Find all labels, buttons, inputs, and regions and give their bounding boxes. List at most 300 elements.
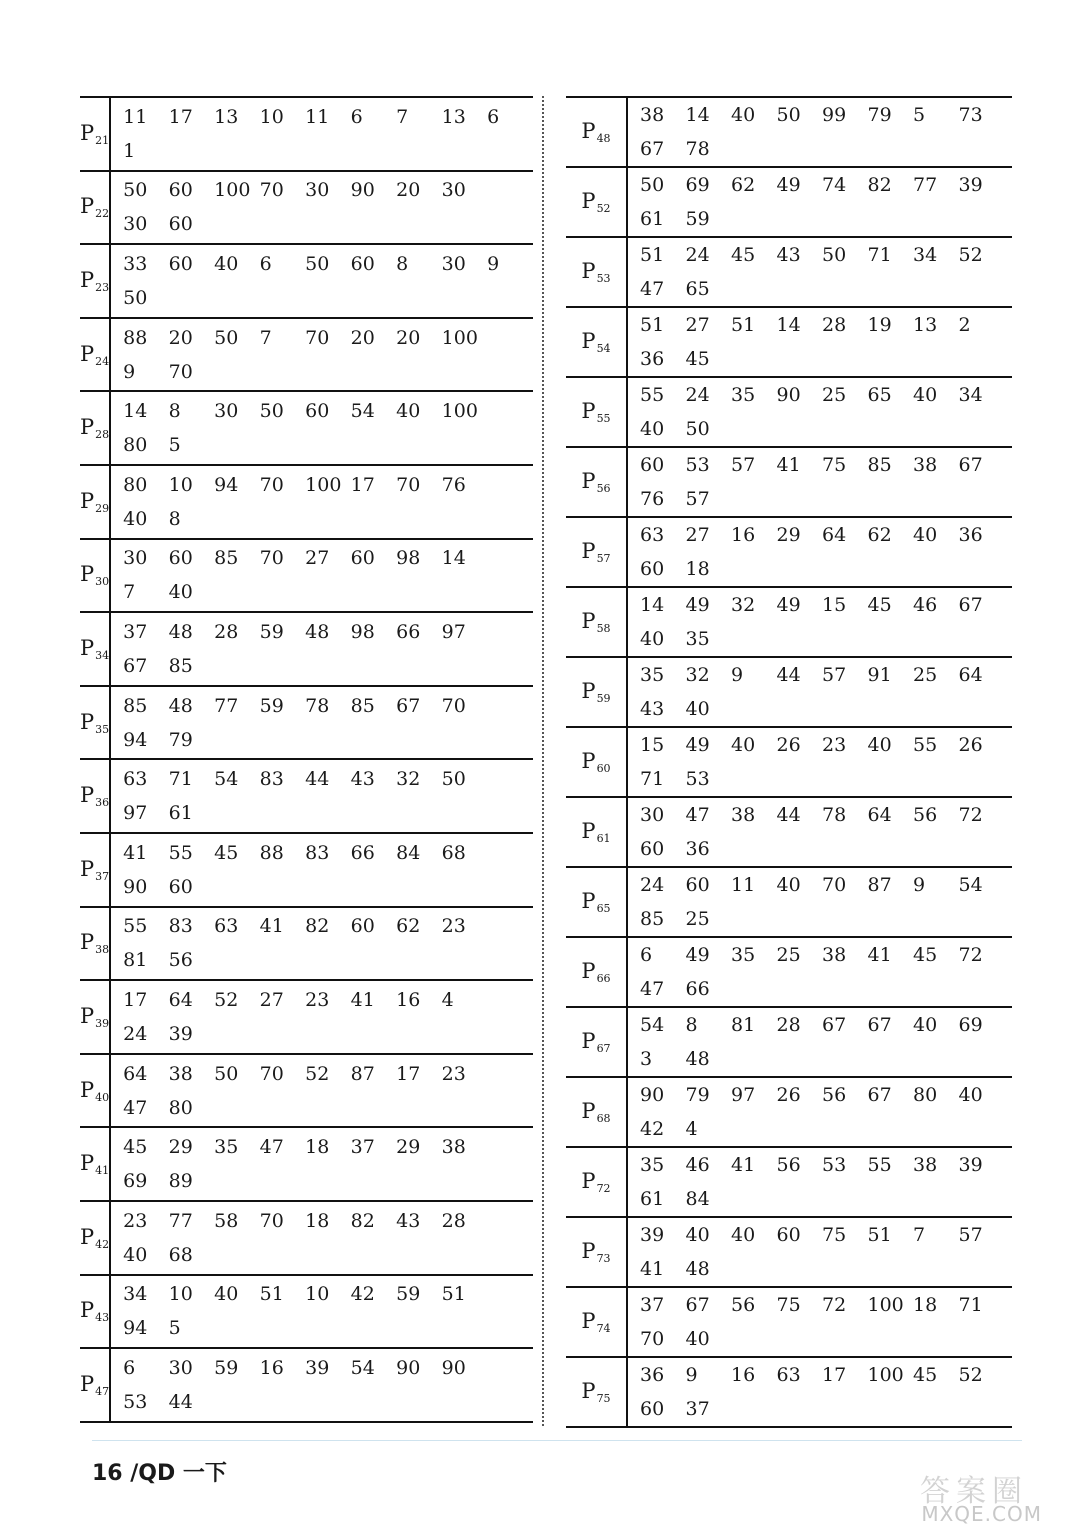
page-number xyxy=(566,727,627,797)
page-subscript: 22 xyxy=(95,207,110,221)
answer-value: 52 xyxy=(214,988,239,1011)
column-divider xyxy=(542,96,544,1426)
answer-value: 3 xyxy=(640,1048,653,1070)
answer-line xyxy=(640,938,1012,972)
answer-value: 57 xyxy=(822,664,847,686)
answer-row xyxy=(566,1287,1012,1357)
answer-value: 63 xyxy=(776,1364,801,1386)
answer-value: 14 xyxy=(685,104,710,126)
answer-row xyxy=(566,1217,1012,1287)
page-prefix: P xyxy=(80,488,95,513)
page-prefix: P xyxy=(80,1003,95,1028)
page-subscript: 72 xyxy=(596,1182,611,1195)
answer-value: 53 xyxy=(123,1390,148,1413)
answer-value: 28 xyxy=(441,1209,466,1232)
page-subscript: 68 xyxy=(596,1112,611,1125)
answer-value: 80 xyxy=(913,1084,938,1106)
page-prefix: P xyxy=(581,399,596,423)
answer-value: 25 xyxy=(913,664,938,686)
answer-value: 56 xyxy=(776,1154,801,1176)
answer-value: 50 xyxy=(305,252,330,275)
answer-value: 79 xyxy=(168,728,193,751)
answer-value: 30 xyxy=(640,804,665,826)
answer-line xyxy=(123,575,533,609)
answer-value: 50 xyxy=(259,400,284,423)
answer-row xyxy=(566,377,1012,447)
answer-value: 45 xyxy=(214,841,239,864)
answer-value: 8 xyxy=(396,252,409,275)
answer-value: 4 xyxy=(685,1118,698,1140)
page-number xyxy=(566,937,627,1007)
answer-value: 35 xyxy=(731,384,756,406)
page-number xyxy=(566,1357,627,1427)
answer-line xyxy=(123,1204,533,1238)
answer-value: 43 xyxy=(396,1209,421,1232)
answer-value: 60 xyxy=(350,547,375,570)
answer-value: 45 xyxy=(867,594,892,616)
answer-value: 81 xyxy=(123,949,148,972)
answer-value: 97 xyxy=(441,620,466,643)
answer-value: 11 xyxy=(123,105,148,128)
answer-value: 97 xyxy=(731,1084,756,1106)
answer-value: 51 xyxy=(441,1283,466,1306)
answer-value: 76 xyxy=(640,488,665,510)
answer-value: 8 xyxy=(168,400,181,423)
answer-line xyxy=(123,909,533,943)
answer-row xyxy=(80,318,533,392)
answer-value: 24 xyxy=(685,384,710,406)
answer-value: 29 xyxy=(776,524,801,546)
page-prefix: P xyxy=(581,1169,596,1193)
page-prefix: P xyxy=(581,609,596,633)
answer-value: 50 xyxy=(640,174,665,196)
answer-value: 17 xyxy=(396,1062,421,1085)
answer-value: 85 xyxy=(214,547,239,570)
page-prefix: P xyxy=(80,194,95,219)
answer-value: 74 xyxy=(822,174,847,196)
answer-value: 19 xyxy=(867,314,892,336)
answer-values xyxy=(627,1357,1012,1427)
answer-line xyxy=(123,1130,533,1164)
answer-value: 94 xyxy=(123,1317,148,1340)
answer-row xyxy=(80,244,533,318)
answer-value: 38 xyxy=(913,454,938,476)
answer-value: 7 xyxy=(396,105,409,128)
answer-value: 27 xyxy=(685,524,710,546)
answer-row xyxy=(566,1147,1012,1217)
answer-values xyxy=(627,657,1012,727)
answer-value: 20 xyxy=(396,179,421,202)
answer-value: 97 xyxy=(123,802,148,825)
page-prefix: P xyxy=(581,259,596,283)
answer-line xyxy=(123,1238,533,1272)
answer-value: 78 xyxy=(685,138,710,160)
page-number xyxy=(80,539,110,613)
page-number xyxy=(80,907,110,981)
answer-value: 40 xyxy=(214,252,239,275)
answer-line xyxy=(123,836,533,870)
answer-value: 39 xyxy=(640,1224,665,1246)
answer-row xyxy=(566,1357,1012,1427)
answer-value: 13 xyxy=(913,314,938,336)
answer-value: 66 xyxy=(350,841,375,864)
answer-line xyxy=(123,394,533,428)
answer-value: 13 xyxy=(214,105,239,128)
answer-value: 68 xyxy=(168,1243,193,1266)
answer-value: 14 xyxy=(776,314,801,336)
answer-value: 40 xyxy=(214,1283,239,1306)
answer-value: 44 xyxy=(305,768,330,791)
answer-value: 79 xyxy=(867,104,892,126)
answer-line xyxy=(640,692,1012,726)
answer-row xyxy=(80,833,533,907)
page-subscript: 42 xyxy=(95,1237,110,1251)
answer-row xyxy=(566,517,1012,587)
answer-row xyxy=(566,657,1012,727)
answer-value: 41 xyxy=(350,988,375,1011)
answer-line xyxy=(123,541,533,575)
answer-value: 41 xyxy=(259,915,284,938)
answer-value: 39 xyxy=(958,1154,983,1176)
answer-value: 6 xyxy=(259,252,272,275)
answer-value: 64 xyxy=(168,988,193,1011)
answer-value: 64 xyxy=(822,524,847,546)
answer-values xyxy=(627,1147,1012,1217)
answer-value: 80 xyxy=(123,434,148,457)
answer-value: 40 xyxy=(913,1014,938,1036)
answer-value: 69 xyxy=(685,174,710,196)
answer-value: 52 xyxy=(305,1062,330,1085)
answer-row xyxy=(566,1007,1012,1077)
answer-value: 13 xyxy=(441,105,466,128)
answer-value: 83 xyxy=(168,915,193,938)
page-subscript: 43 xyxy=(95,1311,110,1325)
page-subscript: 41 xyxy=(95,1164,110,1178)
answer-value: 8 xyxy=(168,507,181,530)
answer-value: 59 xyxy=(259,694,284,717)
answer-value: 23 xyxy=(441,915,466,938)
page-number xyxy=(80,391,110,465)
answer-value: 18 xyxy=(685,558,710,580)
page-footer: 16 /QD 一下 xyxy=(92,1461,227,1486)
page-prefix: P xyxy=(80,635,95,660)
answer-values xyxy=(627,1287,1012,1357)
answer-value: 18 xyxy=(305,1136,330,1159)
answer-line xyxy=(123,983,533,1017)
answer-value: 87 xyxy=(867,874,892,896)
answer-value: 60 xyxy=(350,252,375,275)
answer-line xyxy=(640,308,1012,342)
answer-value: 33 xyxy=(123,252,148,275)
answer-values xyxy=(110,244,533,318)
answer-value: 25 xyxy=(822,384,847,406)
page-number xyxy=(566,97,627,167)
answer-value: 59 xyxy=(396,1283,421,1306)
answer-line xyxy=(640,972,1012,1006)
answer-value: 76 xyxy=(441,473,466,496)
answer-line xyxy=(640,798,1012,832)
answer-line xyxy=(640,1358,1012,1392)
page-prefix: P xyxy=(80,783,95,808)
answer-value: 64 xyxy=(867,804,892,826)
answer-row xyxy=(566,727,1012,797)
answer-value: 47 xyxy=(259,1136,284,1159)
answer-value: 25 xyxy=(776,944,801,966)
answer-value: 43 xyxy=(776,244,801,266)
answer-value: 66 xyxy=(396,620,421,643)
answer-value: 90 xyxy=(396,1356,421,1379)
answer-value: 20 xyxy=(350,326,375,349)
answer-values xyxy=(627,587,1012,657)
answer-values xyxy=(627,1217,1012,1287)
answer-values xyxy=(627,97,1012,167)
answer-value: 51 xyxy=(867,1224,892,1246)
page-subscript: 59 xyxy=(596,692,611,705)
answer-value: 77 xyxy=(913,174,938,196)
answer-row xyxy=(80,97,533,171)
page-prefix: P xyxy=(80,341,95,366)
answer-line xyxy=(640,202,1012,236)
answer-value: 54 xyxy=(214,768,239,791)
answer-value: 82 xyxy=(305,915,330,938)
answer-value: 67 xyxy=(822,1014,847,1036)
answer-value: 49 xyxy=(685,734,710,756)
answer-values xyxy=(110,1054,533,1128)
answer-value: 25 xyxy=(685,908,710,930)
answer-value: 58 xyxy=(214,1209,239,1232)
answer-value: 67 xyxy=(867,1084,892,1106)
answer-value: 8 xyxy=(685,1014,698,1036)
answer-value: 49 xyxy=(776,594,801,616)
answer-row xyxy=(566,167,1012,237)
answer-row xyxy=(566,937,1012,1007)
answer-value: 54 xyxy=(958,874,983,896)
answer-line xyxy=(640,272,1012,306)
page-prefix: P xyxy=(581,1309,596,1333)
answer-value: 63 xyxy=(123,768,148,791)
answer-value: 49 xyxy=(776,174,801,196)
page-number xyxy=(80,1127,110,1201)
answer-value: 15 xyxy=(640,734,665,756)
page-prefix: P xyxy=(80,1298,95,1323)
answer-value: 90 xyxy=(441,1356,466,1379)
page-number xyxy=(80,980,110,1054)
answer-value: 40 xyxy=(731,734,756,756)
answer-value: 32 xyxy=(396,768,421,791)
answer-line xyxy=(640,832,1012,866)
answer-value: 64 xyxy=(958,664,983,686)
answer-values xyxy=(627,167,1012,237)
answer-values xyxy=(110,1201,533,1275)
page-number xyxy=(566,1217,627,1287)
answer-value: 50 xyxy=(441,768,466,791)
answer-value: 78 xyxy=(822,804,847,826)
answer-value: 59 xyxy=(259,620,284,643)
answer-value: 60 xyxy=(640,558,665,580)
answer-line xyxy=(640,238,1012,272)
answer-value: 60 xyxy=(685,874,710,896)
answer-value: 26 xyxy=(776,734,801,756)
answer-line xyxy=(640,132,1012,166)
answer-value: 43 xyxy=(640,698,665,720)
answer-value: 44 xyxy=(776,664,801,686)
page-number xyxy=(80,759,110,833)
answer-value: 54 xyxy=(350,1356,375,1379)
page-subscript: 23 xyxy=(95,280,110,294)
answer-value: 81 xyxy=(731,1014,756,1036)
answer-value: 100 xyxy=(441,326,478,349)
page-number xyxy=(566,587,627,657)
page-subscript: 55 xyxy=(596,412,611,425)
answer-value: 100 xyxy=(867,1294,904,1316)
answer-value: 41 xyxy=(731,1154,756,1176)
answer-value: 40 xyxy=(776,874,801,896)
answer-value: 40 xyxy=(685,1224,710,1246)
answer-value: 85 xyxy=(350,694,375,717)
answer-line xyxy=(123,649,533,683)
answer-value: 57 xyxy=(958,1224,983,1246)
page-prefix: P xyxy=(581,1029,596,1053)
answer-values xyxy=(627,447,1012,517)
answer-value: 40 xyxy=(123,1243,148,1266)
answer-value: 50 xyxy=(123,286,148,309)
answer-value: 20 xyxy=(168,326,193,349)
page-number xyxy=(566,657,627,727)
answer-value: 9 xyxy=(123,360,136,383)
answer-value: 10 xyxy=(168,473,193,496)
answer-value: 36 xyxy=(640,348,665,370)
answer-line xyxy=(123,1385,533,1419)
answer-value: 75 xyxy=(822,454,847,476)
answer-line xyxy=(640,1042,1012,1076)
answer-value: 5 xyxy=(913,104,926,126)
page-number xyxy=(566,797,627,867)
answer-value: 15 xyxy=(822,594,847,616)
watermark-logo: 答案圈 xyxy=(920,1474,1028,1509)
answer-row xyxy=(80,907,533,981)
answer-value: 30 xyxy=(123,547,148,570)
page-subscript: 35 xyxy=(95,722,110,736)
answer-line xyxy=(640,482,1012,516)
answer-line xyxy=(640,902,1012,936)
page-number xyxy=(566,307,627,377)
answer-value: 63 xyxy=(214,915,239,938)
page-prefix: P xyxy=(80,930,95,955)
answer-row xyxy=(80,539,533,613)
answer-line xyxy=(123,723,533,757)
answer-value: 6 xyxy=(487,105,500,128)
answer-line xyxy=(640,1288,1012,1322)
answer-value: 71 xyxy=(640,768,665,790)
answer-value: 51 xyxy=(640,314,665,336)
answer-value: 43 xyxy=(350,768,375,791)
answer-value: 29 xyxy=(168,1136,193,1159)
answer-value: 38 xyxy=(822,944,847,966)
answer-row xyxy=(566,97,1012,167)
answer-value: 56 xyxy=(913,804,938,826)
answer-value: 7 xyxy=(259,326,272,349)
answer-value: 70 xyxy=(441,694,466,717)
answer-value: 40 xyxy=(168,581,193,604)
answer-value: 64 xyxy=(123,1062,148,1085)
answer-value: 48 xyxy=(168,694,193,717)
answer-value: 16 xyxy=(396,988,421,1011)
answer-value: 30 xyxy=(123,213,148,236)
answer-value: 46 xyxy=(913,594,938,616)
page-subscript: 58 xyxy=(596,622,611,635)
answer-value: 85 xyxy=(123,694,148,717)
answer-value: 40 xyxy=(396,400,421,423)
page-prefix: P xyxy=(581,469,596,493)
answer-row xyxy=(80,1127,533,1201)
answer-line xyxy=(123,281,533,315)
page-number xyxy=(80,318,110,392)
answer-value: 23 xyxy=(305,988,330,1011)
answer-line xyxy=(640,448,1012,482)
answer-value: 60 xyxy=(305,400,330,423)
page-subscript: 21 xyxy=(95,133,110,147)
answer-value: 70 xyxy=(259,179,284,202)
answer-value: 87 xyxy=(350,1062,375,1085)
answer-value: 82 xyxy=(350,1209,375,1232)
answer-values xyxy=(110,980,533,1054)
answer-line xyxy=(640,412,1012,446)
answer-value: 38 xyxy=(441,1136,466,1159)
answer-line xyxy=(123,1091,533,1125)
answer-value: 47 xyxy=(640,278,665,300)
answer-value: 44 xyxy=(168,1390,193,1413)
answer-values xyxy=(110,686,533,760)
answer-value: 40 xyxy=(867,734,892,756)
answer-value: 60 xyxy=(640,454,665,476)
answer-value: 27 xyxy=(685,314,710,336)
answer-value: 90 xyxy=(640,1084,665,1106)
answer-row xyxy=(80,686,533,760)
page-number xyxy=(566,517,627,587)
answer-value: 55 xyxy=(640,384,665,406)
answer-value: 62 xyxy=(731,174,756,196)
answer-value: 38 xyxy=(913,1154,938,1176)
answer-value: 70 xyxy=(640,1328,665,1350)
answer-line xyxy=(123,689,533,723)
answer-value: 62 xyxy=(396,915,421,938)
answer-line xyxy=(640,658,1012,692)
page-number xyxy=(566,1287,627,1357)
answer-line xyxy=(640,1182,1012,1216)
answer-value: 47 xyxy=(123,1096,148,1119)
answer-values xyxy=(110,97,533,171)
answer-value: 67 xyxy=(867,1014,892,1036)
page-number xyxy=(566,1147,627,1217)
answer-value: 53 xyxy=(685,454,710,476)
answer-value: 71 xyxy=(867,244,892,266)
answer-values xyxy=(110,833,533,907)
page-subscript: 38 xyxy=(95,943,110,957)
answer-value: 85 xyxy=(867,454,892,476)
answer-value: 100 xyxy=(867,1364,904,1386)
answer-values xyxy=(110,465,533,539)
page-subscript: 56 xyxy=(596,482,611,495)
answer-value: 60 xyxy=(168,213,193,236)
answer-line xyxy=(640,98,1012,132)
answer-value: 47 xyxy=(685,804,710,826)
answer-value: 29 xyxy=(396,1136,421,1159)
answer-row xyxy=(566,867,1012,937)
answer-value: 70 xyxy=(822,874,847,896)
answer-value: 10 xyxy=(305,1283,330,1306)
answer-value: 91 xyxy=(867,664,892,686)
page-prefix: P xyxy=(80,1371,95,1396)
